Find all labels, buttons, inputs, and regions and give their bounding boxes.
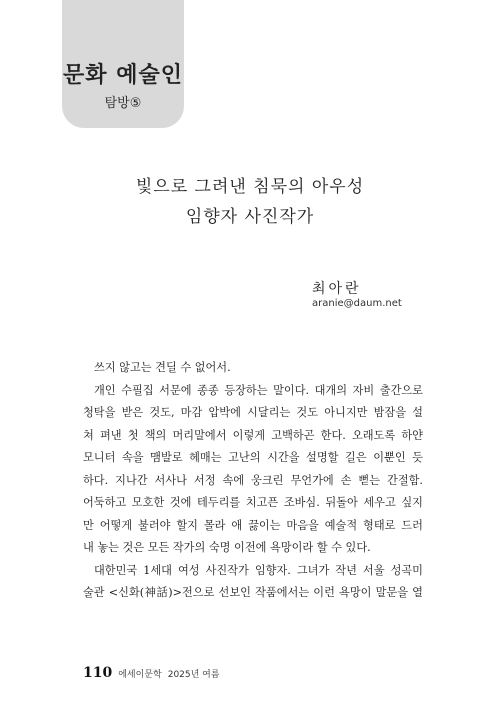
author-email: aranie@daum.net xyxy=(312,298,402,309)
body-line: 쓰지 않고는 견딜 수 없어서. xyxy=(94,361,231,374)
page-number: 110 xyxy=(83,665,113,681)
magazine-name: 에세이문학 xyxy=(118,670,162,680)
body-line: 어둑하고 모호한 것에 테두리를 치고픈 조바심. 뒤돌아 세우고 싶지 xyxy=(83,496,423,509)
body-line: 하다. 지나간 서사나 서정 속에 웅크린 무언가에 손 뻗는 간절함. xyxy=(83,473,423,487)
body-line: 청탁을 받은 것도, 마감 압박에 시달리는 것도 아니지만 밤잠을 설 xyxy=(83,406,423,419)
page-footer xyxy=(83,665,226,681)
article-title: 빛으로 그려낸 침묵의 아우성 xyxy=(135,177,365,197)
body-line: 내 놓는 것은 모든 작가의 숙명 이전에 욕망이라 할 수 있다. xyxy=(83,541,371,554)
author-name: 최아란 xyxy=(312,281,362,297)
body-line: 만 어떻게 불러야 할지 몰라 애 끓이는 마음을 예술적 형태로 드러 xyxy=(83,518,423,532)
body-line: 술관 <신화(神話)>전으로 선보인 작품에서는 이런 욕망이 말문을 열 xyxy=(83,586,423,599)
issue-label: 2025년 여름 xyxy=(167,670,220,680)
section-title: 문화 예술인 xyxy=(63,63,183,88)
body-line: 개인 수필집 서문에 종종 등장하는 말이다. 대개의 자비 출간으로 xyxy=(94,383,423,397)
section-tab xyxy=(62,0,184,128)
article-body xyxy=(83,357,423,605)
body-line: 대한민국 1세대 여성 사진작가 임향자. 그녀가 작년 서울 성곡미 xyxy=(94,563,423,577)
body-line: 쳐 펴낸 첫 책의 머리말에서 이렇게 고백하곤 한다. 오래도록 하얀 xyxy=(83,428,423,442)
section-subtitle: 탐방⑤ xyxy=(104,96,142,111)
body-line: 모니터 속을 맴발로 헤매는 고난의 시간을 설명할 길은 이뿐인 듯 xyxy=(83,451,423,464)
article-subtitle: 임향자 사진작가 xyxy=(185,207,315,227)
